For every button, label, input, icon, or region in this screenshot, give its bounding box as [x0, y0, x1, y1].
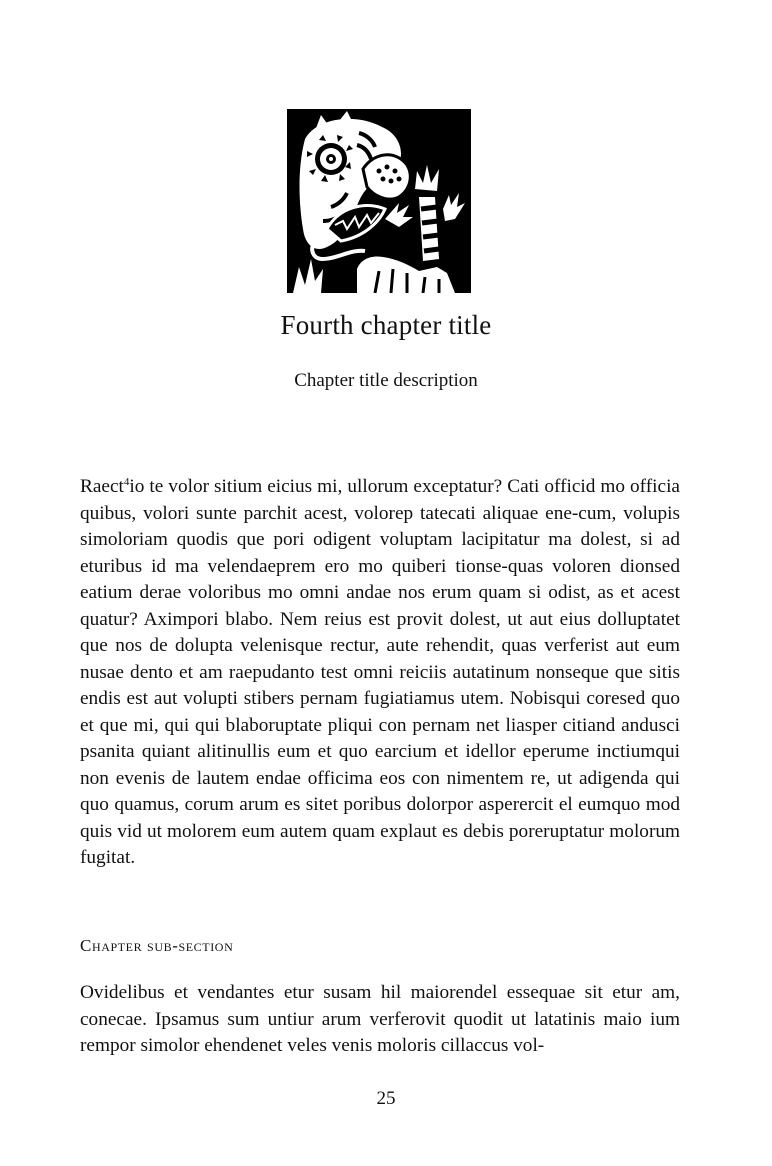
body-paragraph-2: Ovidelibus et vendantes etur susam hil maiorendel essequae sit etur am, conecae. Ipsamus sum untiur arum verferovit quodit ut latatinis maio ium rempor simolor ehendenet veles venis moloris cillaccus vol-	[80, 982, 680, 1056]
woodcut-creature-icon	[287, 109, 471, 293]
subsection-heading: Chapter sub-section	[80, 936, 234, 955]
chapter-description: Chapter title description	[294, 370, 478, 391]
page-number: 25	[376, 1088, 396, 1109]
chapter-illustration	[287, 109, 471, 293]
paragraph-lead: Raect	[80, 476, 124, 497]
paragraph-text: io te volor sitium eicius mi, ullorum exceptatur? Cati officid mo officia quibus, volori sunte parchit acest, volorep tatecati aliquae ene-cum, volupis simoloriam quodis que pori odigent voluptam lacipitatur ma dolest, si ad eturibus id ma velendaeprem ero mo quiberi tionse-quas voloren dionsed eatium derae voloribus mo omni andae nos erum quam si odist, as et acest quatur? Aximpori blabo. Nem reius est provit dolest, ut aut eius dolluptatet que nos de dolupta velenisque rectur, aute rehendit, quas verferist aut eum nusae dento et am raepudanto test omni reiciis autatinum nonseque que sitis endis est aut volupti stibers pernam fugiatiamus utem. Nobisqui coresed quo et que mi, qui qui blaboruptate pliqui con pernam net liasper citiand andusci psanita quiant alitinullis eum et quo earcium et idellor eperume inctiumqui non evenis de lautem endae officima eos con nimentem re, ut adigenda qui quo quamus, corum arum es sitet poribus dolorpor asperercit el eumquo mod quis vid ut molorem eum autem quam explaut es debis poreruptatur molorum fugitat.	[80, 476, 680, 868]
footnote-reference[interactable]: 4	[123, 476, 130, 488]
body-paragraph-1	[80, 474, 680, 872]
chapter-title: Fourth chapter title	[280, 310, 492, 340]
